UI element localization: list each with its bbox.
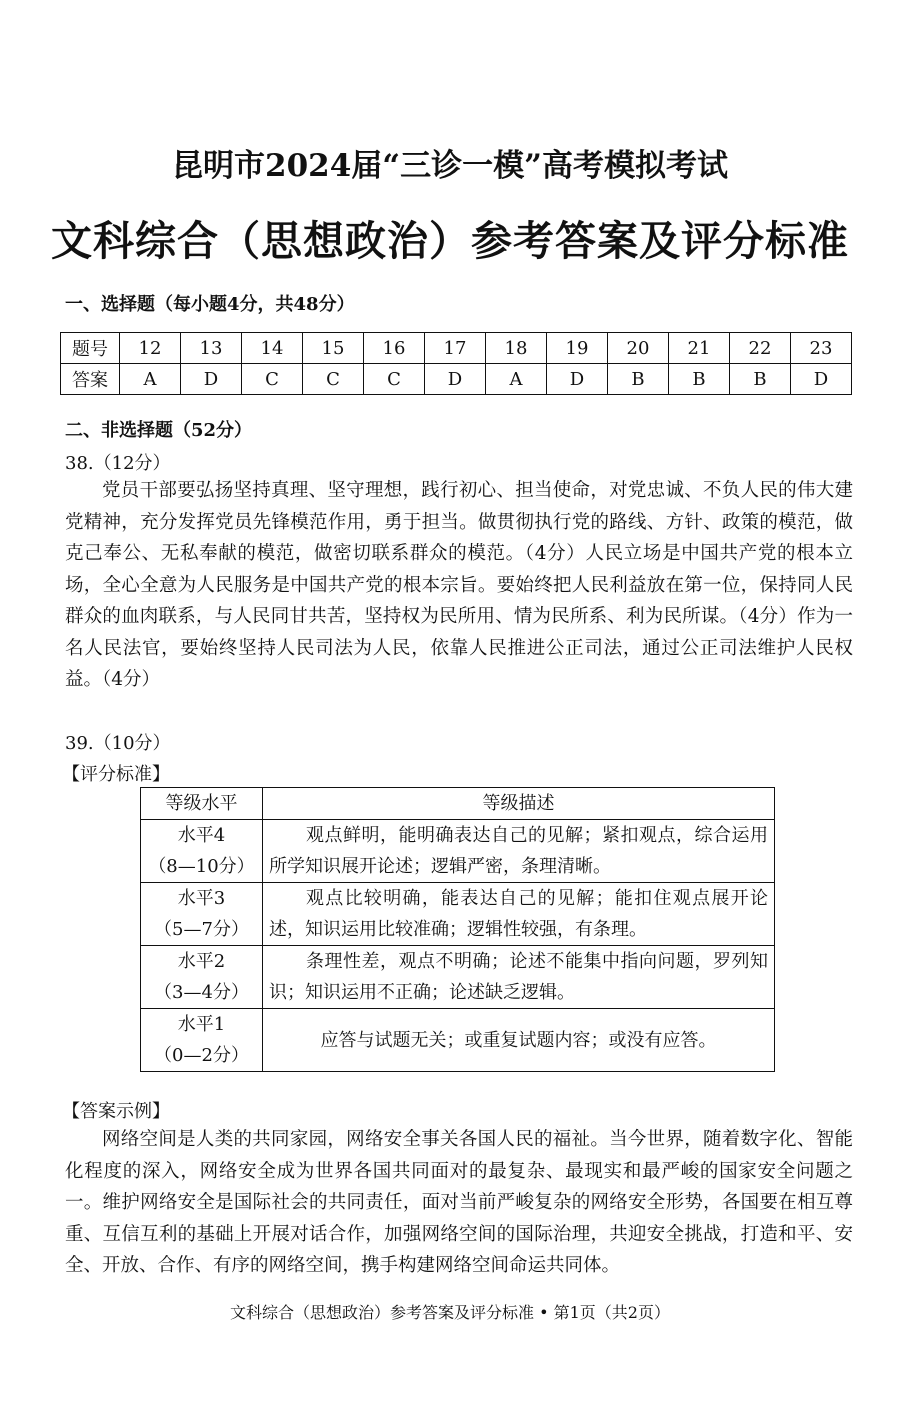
level-cell <box>141 883 263 946</box>
level-cell <box>141 820 263 883</box>
level-header: 等级水平 <box>141 788 263 820</box>
example-label: 【答案示例】 <box>62 1101 170 1122</box>
section1-heading: 一、选择题（每小题4分，共48分） <box>65 294 355 315</box>
answer-cell: D <box>791 364 852 395</box>
question-number-cell: 14 <box>242 333 303 364</box>
description-header: 等级描述 <box>263 788 775 820</box>
answer-cell: C <box>242 364 303 395</box>
q38-answer: 党员干部要弘扬坚持真理、坚守理想，践行初心、担当使命，对党忠诚、不负人民的伟大建党精神，充分发挥党员先锋模范作用，勇于担当。做贯彻执行党的路线、方针、政策的模范，做克己奉公、无私奉献的模范，做密切联系群众的模范。（4分）人民立场是中国共产党的根本立场，全心全意为人民服务是中国共产党的根本宗旨。要始终把人民利益放在第一位，保持同人民群众的血肉联系，与人民同甘共苦，坚持权为民所用、情为民所系、利为民所谋。（4分）作为一名人民法官，要始终坚持人民司法为人民，依靠人民推进公正司法，通过公正司法维护人民权益。（4分） <box>65 480 853 690</box>
grading-row <box>141 820 775 883</box>
answer-cell: A <box>120 364 181 395</box>
level-description: 应答与试题无关；或重复试题内容；或没有应答。 <box>263 1009 775 1072</box>
level-cell <box>141 946 263 1009</box>
answer-cell: B <box>608 364 669 395</box>
level-name: 水平3 <box>177 888 226 909</box>
question-number-cell: 13 <box>181 333 242 364</box>
level-description: 观点比较明确，能表达自己的见解；能扣住观点展开论述，知识运用比较准确；逻辑性较强，有条理。 <box>263 883 775 946</box>
q39-label: 39.（10分） <box>65 733 171 754</box>
question-number-cell: 23 <box>791 333 852 364</box>
level-description: 条理性差，观点不明确；论述不能集中指向问题，罗列知识；知识运用不正确；论述缺乏逻辑。 <box>263 946 775 1009</box>
answer-cell: D <box>181 364 242 395</box>
question-number-cell: 21 <box>669 333 730 364</box>
level-range: （5—7分） <box>154 919 249 940</box>
question-number-cell: 17 <box>425 333 486 364</box>
answer-row <box>61 364 852 395</box>
criteria-label: 【评分标准】 <box>62 764 170 785</box>
question-number-cell: 19 <box>547 333 608 364</box>
page-footer: 文科综合（思想政治）参考答案及评分标准 • 第1页（共2页） <box>230 1303 670 1322</box>
level-range: （0—2分） <box>154 1045 249 1066</box>
answer-cell: C <box>364 364 425 395</box>
grading-row <box>141 883 775 946</box>
question-number-cell: 22 <box>730 333 791 364</box>
question-number-cell: 18 <box>486 333 547 364</box>
level-name: 水平2 <box>177 951 226 972</box>
answer-cell: D <box>425 364 486 395</box>
level-name: 水平4 <box>177 825 226 846</box>
grading-criteria-table <box>140 787 775 1072</box>
question-number-cell: 16 <box>364 333 425 364</box>
question-number-cell: 15 <box>303 333 364 364</box>
grading-header-row <box>141 788 775 820</box>
document-title: 文科综合（思想政治）参考答案及评分标准 <box>51 217 849 265</box>
q38-label: 38.（12分） <box>65 453 171 474</box>
level-range: （8—10分） <box>148 856 255 877</box>
row-label: 题号 <box>61 333 120 364</box>
exam-title: 昆明市2024届“三诊一模”高考模拟考试 <box>172 148 728 184</box>
level-description: 观点鲜明，能明确表达自己的见解；紧扣观点，综合运用所学知识展开论述；逻辑严密，条理清晰。 <box>263 820 775 883</box>
question-number-cell: 12 <box>120 333 181 364</box>
question-number-row <box>61 333 852 364</box>
answer-cell: D <box>547 364 608 395</box>
answer-cell: B <box>730 364 791 395</box>
example-answer: 网络空间是人类的共同家园，网络安全事关各国人民的福祉。当今世界，随着数字化、智能化程度的深入，网络安全成为世界各国共同面对的最复杂、最现实和最严峻的国家安全问题之一。维护网络安全是国际社会的共同责任，面对当前严峻复杂的网络安全形势，各国要在相互尊重、互信互利的基础上开展对话合作，加强网络空间的国际治理，共迎安全挑战，打造和平、安全、开放、合作、有序的网络空间，携手构建网络空间命运共同体。 <box>65 1129 853 1276</box>
section2-heading: 二、非选择题（52分） <box>65 420 253 441</box>
level-range: （3—4分） <box>154 982 249 1003</box>
level-cell <box>141 1009 263 1072</box>
answer-cell: B <box>669 364 730 395</box>
answer-cell: A <box>486 364 547 395</box>
grading-row <box>141 946 775 1009</box>
grading-row <box>141 1009 775 1072</box>
row-label: 答案 <box>61 364 120 395</box>
answer-key-table <box>60 332 852 395</box>
level-name: 水平1 <box>177 1014 226 1035</box>
answer-cell: C <box>303 364 364 395</box>
question-number-cell: 20 <box>608 333 669 364</box>
